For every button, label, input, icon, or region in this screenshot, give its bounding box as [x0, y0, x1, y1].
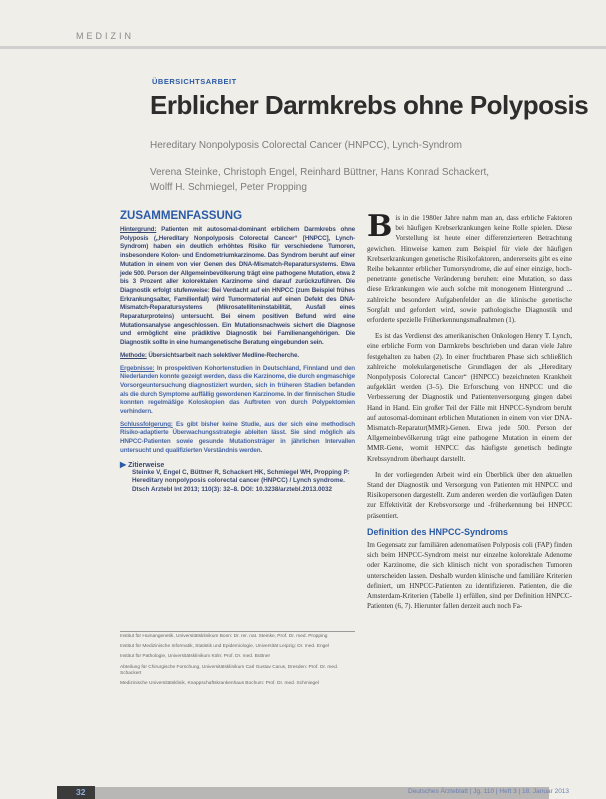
page-number: 32	[76, 787, 86, 797]
abstract-conclusion	[120, 421, 355, 456]
citation-label: Zitierweise	[128, 461, 165, 469]
abstract-method	[120, 352, 355, 361]
abstract-heading: ZUSAMMENFASSUNG	[120, 210, 243, 222]
abstract-column	[120, 210, 355, 495]
affiliation: Medizinische Universitätsklinik, Knappschaftskrankenhaus Bochum: Prof. Dr. med. Schmiegel	[120, 681, 319, 687]
authors-line-1: Verena Steinke, Christoph Engel, Reinhard Büttner, Hans Konrad Schackert,	[150, 167, 490, 178]
affiliation: Institut für Medizinische Informatik, Statistik und Epidemiologie, Universität Leipzig: Dr. med. Engel	[120, 644, 330, 650]
abstract-results	[120, 365, 355, 417]
abstract-background-label: Hintergrund:	[120, 226, 157, 233]
citation-heading	[120, 460, 355, 469]
body-paragraph-1-text: is in die 1980er Jahre nahm man an, dass erbliche Faktoren bei häufigen Krebserkrankungen keine Rolle spielen. Diese Vorstellung ist heute einer differenzierteren Betrachtung gewichen. Hinweise kamen zum Beispiel für viele der häufigen Krebserkrankungen genetische Risikofaktoren, andererseits gibt es eine Reihe bekannter erblicher Tumorsyndrome, die auf einer einzige, hoch-penetrante genetische Veränderung beruhen: eine Mutation, so dass diese Erkrankungen wie auch solche mit monogenem Hintergrund ... zahlreiche besondere Aufgabenfelder an die klinische genetische Sorgfalt und gefordert wird, sowie pathologische Diagnostik und erforderte spezielle Früherkennungsmaßnahmen (1).	[367, 214, 572, 325]
header-rule	[0, 46, 606, 49]
abstract-method-text: Übersichtsarbeit nach selektiver Medline-Recherche.	[146, 351, 299, 359]
abstract-body	[120, 226, 355, 456]
abstract-results-text: In prospektiven Kohortenstudien in Deutschland, Finnland und den Niederlanden konnte gezeigt werden, dass die Karzinome, die durch engmaschige Vorsorgeuntersuchung diagnostiziert wurden, sich in früheren Stadien befanden als die durch Symptome auffällig gewordenen Karzinome. In der finnischen Studie konnten regelmäßige Koloskopien das Auftreten von durch Polypektomien verhindern.	[120, 364, 355, 416]
abstract-method-label: Methode:	[120, 351, 147, 359]
abstract-background	[120, 226, 355, 348]
affiliation: Institut für Humangenetik, Universitätsklinikum Bonn: Dr. rer. nat. Steinke, Prof. Dr. med. Propping	[120, 634, 328, 639]
abstract-results-label: Ergebnisse:	[120, 364, 155, 372]
body-paragraph-3: In der vorliegenden Arbeit wird ein Überblick über den aktuellen Stand der Diagnostik und Versorgung von Patienten mit HNPCC und Risikopersonen dargestellt. Zum anderen werden die vorläufigen Daten zur Effektivität der Krebsvorsorge und -früherkennung bei HNPCC präsentiert.	[367, 470, 572, 520]
affiliation: Institut für Pathologie, Universitätsklinikum Köln: Prof. Dr. med. Büttner	[120, 654, 271, 660]
article-kicker: ÜBERSICHTSARBEIT	[152, 77, 237, 86]
body-paragraph-2: Es ist das Verdienst des amerikanischen Onkologen Henry T. Lynch, eine erbliche Form von Darmkrebs beschrieben und daran viele Jahre festgehalten zu haben (2). In einer fruchtbaren Phase sich schließlich zahlreiche molekulargenetische Grundlagen der als „Hereditary Nonpolyposis Colorectal Cancer“ (HNPCC) bezeichneten Krankheit aufgeklärt werden (3–5). Die Erforschung von HNPCC und die Verbesserung der Diagnostik und Patientenversorgung gingen dabei Hand in Hand. Ein großer Teil der Fälle mit HNPCC-Syndrom beruht auf autosomal-dominant erblichen Mutationen in einem von vier DNA-Mismatch-Reparatur(MMR)-Genen. Etwa jede 500. Person der Allgemeinbevölkerung trägt eine pathogene Mutation in einem der MMR-Gene, womit HNPCC das häufigste genetisch bedingte Krebssyndrom überhaupt darstellt.	[367, 332, 572, 463]
article-authors	[150, 165, 570, 195]
section-heading: Definition des HNPCC-Syndroms	[367, 526, 509, 537]
affiliation: Abteilung für Chirurgische Forschung, Universitätsklinikum Carl Gustav Carus, Dresden: Prof. Dr. med. Schackert	[120, 664, 339, 676]
authors-line-2: Wolff H. Schmiegel, Peter Propping	[150, 182, 307, 193]
abstract-conclusion-text: Es gibt bisher keine Studie, aus der sich eine methodisch Risiko-adaptierte Überwachungsstrategie ableiten lässt. Sie sind möglich als HNPCC-Patienten sowie gesunde Mutationsträger in jährlichen Intervallen untersucht und qualifizierten Verständnis werden.	[120, 420, 355, 454]
abstract-conclusion-label: Schlussfolgerung:	[120, 420, 173, 428]
section-label: MEDIZIN	[76, 31, 134, 41]
abstract-background-text: Patienten mit autosomal-dominant erblichem Darmkrebs ohne Polyposis („Hereditary Nonpolyposis Colorectal Cancer“ [HNPCC], Lynch-Syndrom) haben ein deutlich erhöhtes Risiko für verschiedene Tumoren, insbesondere Kolon- und Endometriumkarzinome. Das Syndrom beruht auf einer Mutation in einem von vier Genen des DNA-Mismatch-Reparatursystems. Etwa jede 500. Person der Allgemeinbevölkerung trägt eine pathogene Mutation, etwa 2 bis 3 Prozent aller kolorektalen Karzinome sind darauf zurückzuführen. Die Diagnostik erfolgt stufenweise: Bei Verdacht auf ein HNPCC (zum Beispiel frühes Erkrankungsalter, Familienfall) wird Tumormaterial auf einen Defekt des DNA-Mismatch-Reparatursystems (Mikrosatelliteninstabilität, Ausfall eines Reparaturproteins) untersucht. Bei einem positiven Befund wird eine Mutationsanalyse angeschlossen. Ein Mutationsnachweis sichert die Diagnose und ermöglicht eine prädiktive Diagnostik bei Familienangehörigen. Die Diagnostik sollte in eine humangenetische Beratung eingebunden sein.	[120, 226, 355, 347]
body-column	[367, 209, 572, 617]
article-subtitle: Hereditary Nonpolyposis Colorectal Cancer (HNPCC), Lynch-Syndrom	[150, 140, 462, 151]
article-title: Erblicher Darmkrebs ohne Polyposis	[150, 90, 589, 120]
affiliations	[120, 634, 355, 691]
affiliations-rule	[120, 631, 355, 632]
body-paragraph-1	[367, 209, 572, 325]
citation-text: Steinke V, Engel C, Büttner R, Schackert HK, Schmiegel WH, Propping P: Hereditary nonpolyposis colorectal cancer (HNPCC) / Lynch syndrome. Dtsch Arztebl Int 2013; 110(3): 32–8. DOI: 10.3238/arztebl.2013.0032	[132, 468, 350, 493]
arrow-right-icon: ▶	[120, 459, 127, 469]
journal-citation: Deutsches Ärzteblatt | Jg. 110 | Heft 3 | 18. Januar 2013	[408, 788, 570, 795]
body-paragraph-4: Im Gegensatz zur familiären adenomatösen Polyposis coli (FAP) finden sich beim HNPCC-Syndrom meist nur einzelne kolorektale Adenome oder Karzinome, die sich klinisch nicht von sporadischen Tumoren unterscheiden lassen. Deshalb wurden klinische und familiäre Kriterien definiert, um HNPCC-Patienten zu identifizieren. Patienten, die die Amsterdam-Kriterien (Tabelle 1) erfüllen, sind per Definition HNPCC-Patienten (6, 7). Hierunter fallen derzeit auch noch Fa-	[367, 540, 572, 611]
dropcap: B	[367, 209, 393, 244]
